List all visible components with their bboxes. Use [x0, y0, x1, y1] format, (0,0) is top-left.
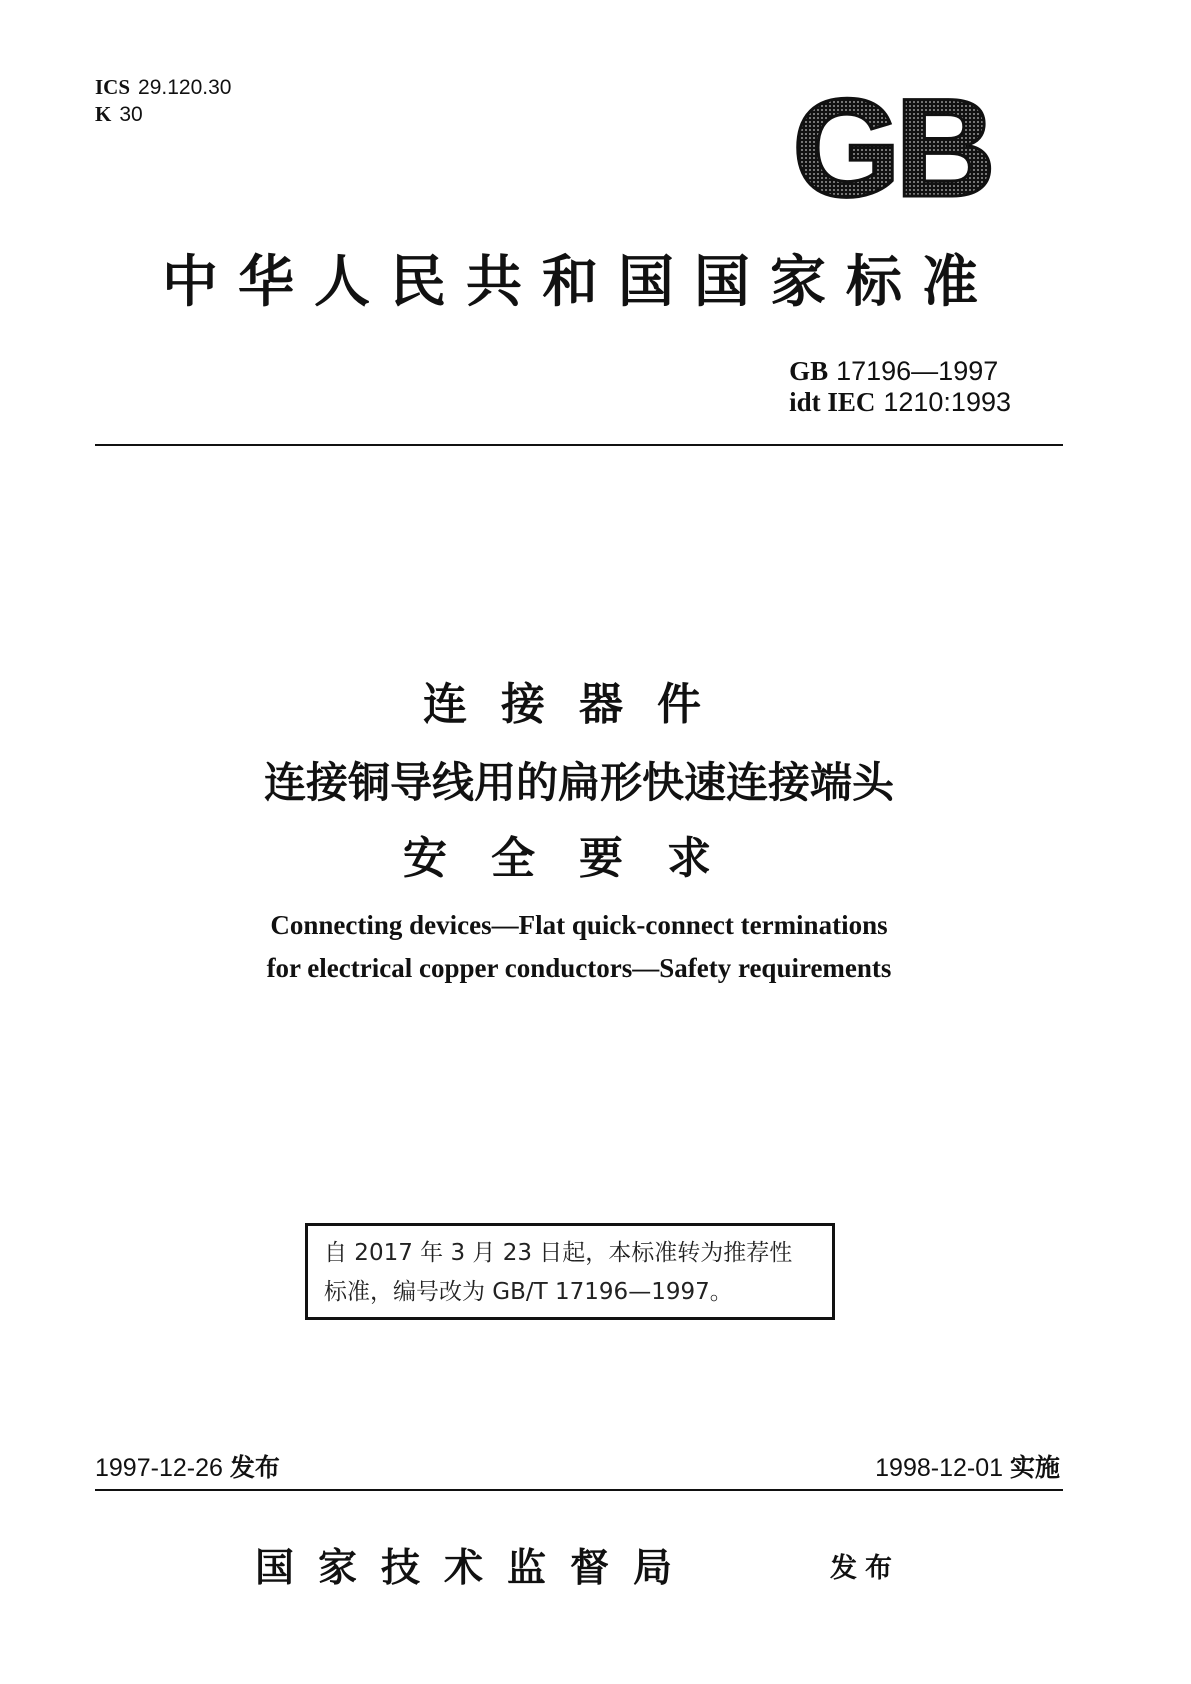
class-label: K [95, 102, 112, 126]
gb-logo-graphic [780, 88, 1002, 206]
conversion-notice-box [305, 1223, 835, 1320]
gb-label: GB [789, 356, 829, 386]
title-en-line2: for electrical copper conductors—Safety requirements [266, 953, 892, 983]
national-standard-title: 中华人民共和国国家标准 [162, 249, 998, 315]
class-code [95, 101, 231, 128]
bottom-divider [95, 1489, 1063, 1491]
ics-value: 29.120.30 [138, 76, 232, 99]
ics-label: ICS [95, 75, 131, 99]
idt-value: 1210:1993 [883, 387, 1011, 417]
title-en-line1: Connecting devices—Flat quick-connect terminations [270, 910, 888, 940]
issuing-action: 发布 [830, 1553, 900, 1584]
implement-date-value: 1998-12-01 [875, 1454, 1004, 1482]
issue-date-label: 发布 [229, 1453, 280, 1482]
title-cn-line2: 连接铜导线用的扁形快速连接端头 [263, 758, 894, 807]
standard-number-block [789, 356, 1011, 418]
logo-text: GB [792, 88, 990, 206]
notice-line1: 自 2017 年 3 月 23 日起，本标准转为推荐性 [324, 1240, 793, 1266]
top-divider [95, 444, 1063, 446]
idt-number [789, 387, 1011, 418]
gb-number [789, 356, 1011, 387]
gb-value: 17196—1997 [836, 356, 999, 386]
issue-date-value: 1997-12-26 [95, 1454, 223, 1482]
gb-logo [780, 88, 1002, 206]
issue-date [95, 1448, 280, 1484]
implement-date [875, 1448, 1060, 1484]
class-value: 30 [119, 103, 143, 126]
implement-date-label: 实施 [1009, 1453, 1060, 1482]
title-cn-line3: 安全要求 [403, 833, 755, 884]
ics-code [95, 74, 231, 101]
issuing-authority: 国家技术监督局 [255, 1545, 697, 1591]
idt-label: idt IEC [789, 387, 876, 417]
notice-line2: 标准，编号改为 GB/T 17196—1997。 [324, 1279, 733, 1305]
title-cn-line1: 连接器件 [423, 679, 735, 730]
classification-codes [95, 74, 231, 128]
